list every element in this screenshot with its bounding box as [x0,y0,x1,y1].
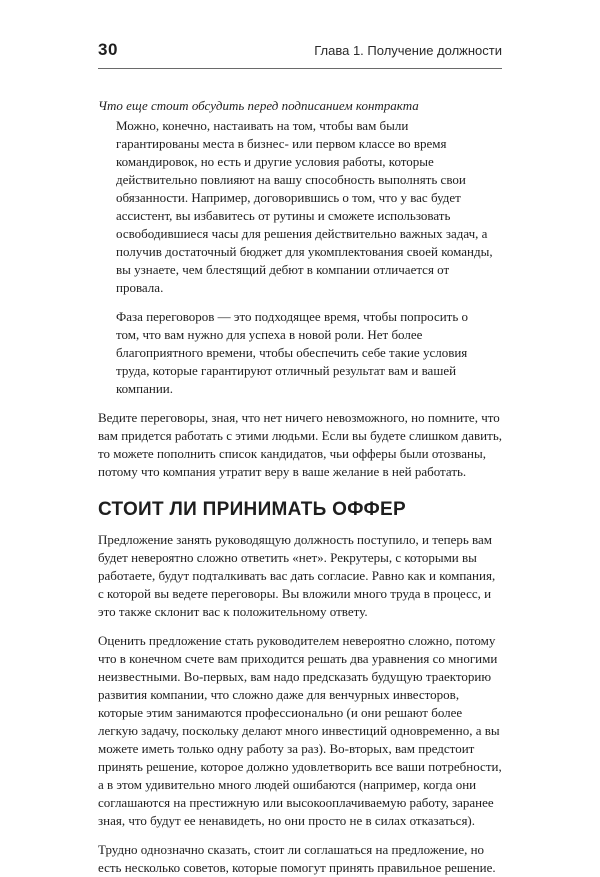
body-paragraph: Ведите переговоры, зная, что нет ничего невозможного, но помните, что вам придется работать с этими людьми. Если вы будете слишком давить, то можете пополнить список кандидатов, чьи офферы были отозваны, потому что компания утратит веру в ваше желание в ней работать. [98,410,502,479]
running-head: Глава 1. Получение должности [314,43,502,58]
header-divider [98,68,502,69]
indented-paragraph: Можно, конечно, настаивать на том, чтобы вам были гарантированы места в бизнес- или первом классе во время командировок, но есть и другие условия работы, которые действительно повлияют на вашу способность выполнять свои обязанности. Например, договорившись о том, что у вас будет ассистент, вы избавитесь от рутины и сможете использовать освободившиеся часы для решения действительно важных задач, а получив достаточный бюджет для укомплектования своей команды, вы узнаете, чем блестящий дебют в компании отличается от провала. [116,118,493,295]
section-paragraph: Трудно однозначно сказать, стоит ли соглашаться на предложение, но есть несколько советов, которые помогут принять правильное решение. [98,842,496,875]
section-paragraph: Предложение занять руководящую должность поступило, и теперь вам будет невероятно сложно ответить «нет». Рекрутеры, с которыми вы работаете, будут подталкивать вас дать согласие. Равно как и компания, с которой вы ведете переговоры. Вы вложили много труда в процесс, и это также склонит вас к положительному ответу. [98,532,496,619]
indented-paragraph: Фаза переговоров — это подходящее время, чтобы попросить о том, что вам нужно для успеха в новой роли. Нет более благоприятного времени, чтобы обеспечить себе такие условия труда, которые гарантируют отличный результат вам и вашей компании. [116,309,469,396]
book-page [98,40,502,877]
page-header [98,40,502,66]
section-paragraph: Оценить предложение стать руководителем невероятно сложно, потому что в конечном счете вам приходится решать два уравнения со многими неизвестными. Во-первых, вам надо предсказать будущую траекторию развития компании, что сложно даже для венчурных инвесторов, которые этим занимаются профессионально (и они решают более легкую задачу, поскольку делают много инвестиций одновременно, а вы можете иметь только одну работу за раз). Во-вторых, вам предстоит принять решение, которое должно удовлетворить все ваши потребности, а в этом удивительно много людей ошибаются (например, когда они соглашаются на престижную или высокооплачиваемую работу, заранее зная, что будут ее ненавидеть, но они просто не в силах отказаться). [98,633,502,828]
sidebar-subheading: Что еще стоит обсудить перед подписанием контракта [98,98,419,113]
section-title: СТОИТ ЛИ ПРИНИМАТЬ ОФФЕР [98,499,406,520]
indented-block [116,117,494,398]
section-accepting-offer [98,499,502,877]
page-number: 30 [98,40,118,59]
